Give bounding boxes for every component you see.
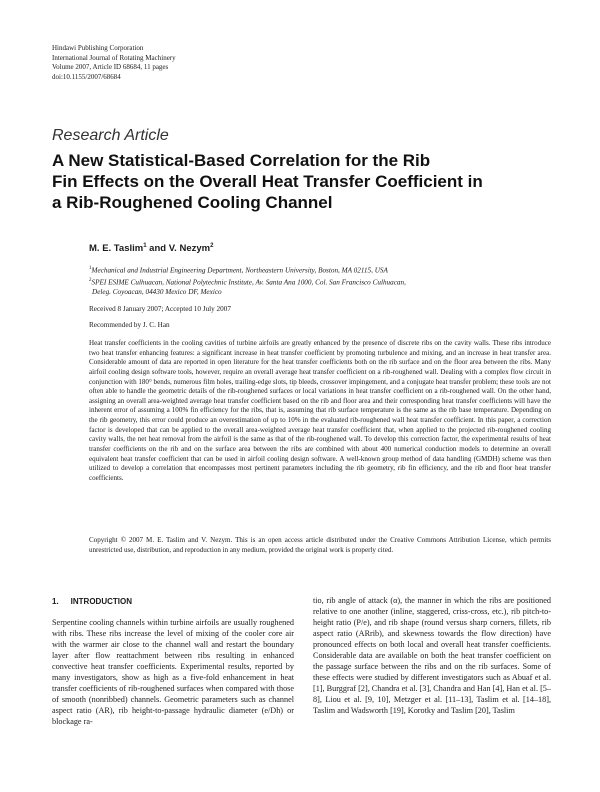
author-name: V. Nezym <box>168 243 211 255</box>
affiliations <box>89 264 549 298</box>
author-separator: and <box>146 243 169 255</box>
affiliation-text: Mechanical and Industrial Engineering Department, Northeastern University, Boston, MA 02115, USA <box>91 266 388 275</box>
paper-title <box>52 150 522 213</box>
affiliation <box>89 276 549 288</box>
affiliation-marker: 1 <box>89 266 92 271</box>
author-name: M. E. Taslim <box>89 243 144 255</box>
affiliation-marker: 2 <box>89 278 92 284</box>
title-line: A New Statistical-Based Correlation for the Rib <box>52 151 431 170</box>
section-title: INTRODUCTION <box>70 597 132 606</box>
received-accepted-dates: Received 8 January 2007; Accepted 10 July 2007 <box>89 305 231 313</box>
section-number: 1. <box>52 597 59 606</box>
header-journal: International Journal of Rotating Machinery <box>52 53 176 62</box>
header-publisher: Hindawi Publishing Corporation <box>52 44 144 52</box>
author-list <box>89 243 213 254</box>
journal-header <box>52 44 176 82</box>
title-line: Fin Effects on the Overall Heat Transfer Coefficient in <box>52 172 483 191</box>
author-affil-marker: 2 <box>210 243 214 249</box>
abstract: Heat transfer coefficients in the cooling cavities of turbine airfoils are greatly enhanced by the presence of discrete ribs on the cavity walls. These ribs introduce two heat transfer enhancing features: a significant increase in heat transfer coefficient by promoting turbulence and mixing, and an increase in heat transfer area. Considerable amount of data are reported in open literature for the heat transfer coefficients both on the rib surface and on the floor area between the ribs. Many airfoil cooling design software tools, however, require an overall average heat transfer coefficient on a rib-roughened wall. Dealing with a complex flow circuit in conjunction with 180° bends, numerous film holes, trailing-edge slots, tip bleeds, crossover impingement, and a conjugate heat transfer problem; these tools are not often able to handle the geometric details of the rib-roughened surfaces or local variations in heat transfer coefficient on a rib-roughened wall. On the other hand, assigning an overall area-weighted average heat transfer coefficient based on the rib and floor area and their corresponding heat transfer coefficients will have the inherent error of assuming a 100% fin efficiency for the ribs, that is, assuming that rib surface temperature is the same as the rib base temperature. Depending on the rib geometry, this error could produce an overestimation of up to 10% in the evaluated rib-roughened wall heat transfer coefficient. In this paper, a correction factor is developed that can be applied to the overall area-weighted average heat transfer coefficient that, when applied to the projected rib-roughened cooling cavity walls, the net heat removal from the airfoil is the same as that of the rib-roughened wall. To develop this correction factor, the experimental results of heat transfer coefficients on the rib and on the surface area between the ribs are combined with about 400 numerical conduction models to determine an overall equivalent heat transfer coefficient that can be used in airfoil cooling design software. A well-known group method of data handling (GMDH) scheme was then utilized to develop a correlation that encompasses most pertinent parameters including the rib geometry, rib fin efficiency, and the rib and floor heat transfer coefficients. <box>89 339 551 482</box>
affiliation <box>89 264 549 276</box>
copyright-notice: Copyright © 2007 M. E. Taslim and V. Nezym. This is an open access article distributed under the Creative Commons Attribution License, which permits unrestricted use, distribution, and reproduction in any medium, provided the original work is properly cited. <box>89 536 551 554</box>
intro-left-column: Serpentine cooling channels within turbine airfoils are usually roughened with ribs. These ribs increase the level of mixing of the cooler core air with the warmer air close to the channel wall and restart the boundary layer after flow reattachment between ribs resulting in enhanced convective heat transfer coefficients. Experimental results, reported by many investigators, show as high as a five-fold enhancement in heat transfer coefficients of rib-roughened surfaces when compared with those of smooth (nonribbed) channels. Geometric parameters such as channel aspect ratio (AR), rib height-to-passage hydraulic diameter (e/Dh) or blockage ra- <box>52 618 294 726</box>
header-doi: doi:10.1155/2007/68684 <box>52 72 121 81</box>
article-type: Research Article <box>52 127 169 144</box>
affiliation <box>89 288 549 298</box>
recommended-by: Recommended by J. C. Han <box>89 321 170 329</box>
intro-right-column: tio, rib angle of attack (α), the manner in which the ribs are positioned relative to one another (inline, staggered, criss-cross, etc.), rib pitch-to-height ratio (P/e), and rib shape (round versus sharp corners, fillets, rib aspect ratio (ARrib), and skewness towards the flow direction) have pronounced effects on both local and overall heat transfer coefficients. Considerable data are available on both the heat transfer coefficient on the passage surface between the ribs and on the rib surfaces. Some of these effects were studied by different investigators such as Abuaf et al. [1], Burggraf [2], Chandra et al. [3], Chandra and Han [4], Han et al. [5–8], Liou et al. [9, 10], Metzger et al. [11–13], Taslim et al. [14–18], Taslim and Wadsworth [19], Korotky and Taslim [20], Taslim <box>313 596 551 715</box>
affiliation-text: SPEI ESIME Culhuacan, National Polytechnic Institute, Av. Santa Ana 1000, Col. San Francisco Culhuacan, <box>91 278 406 287</box>
author-affil-marker: 1 <box>143 243 147 249</box>
header-volume: Volume 2007, Article ID 68684, 11 pages <box>52 63 169 72</box>
section-heading <box>52 597 132 606</box>
affiliation-text: Deleg. Coyoacan, 04430 Mexico DF, Mexico <box>92 288 222 297</box>
title-line: a Rib-Roughened Cooling Channel <box>52 193 333 212</box>
